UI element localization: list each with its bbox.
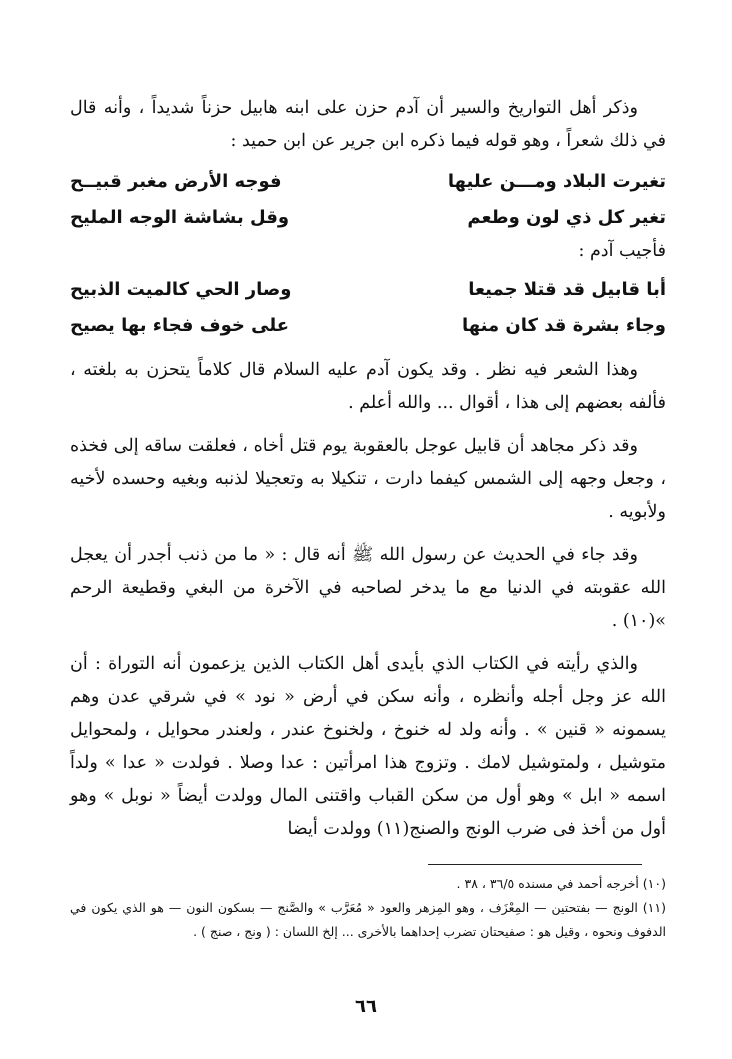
verse-second-hemistich: على خوف فجاء بها يصيح — [70, 315, 290, 336]
poem-verse — [70, 308, 666, 344]
paragraph-mujahid: وقد ذكر مجاهد أن قابيل عوجل بالعقوبة يوم قتل أخاه ، فعلقت ساقه إلى فخذه ، وجعل وجهه إلى الشمس كيفما دارت ، تنكيلا به وتعجيلا لذنبه وبغيه وحسده لأخيه ولأبويه . — [70, 436, 666, 522]
footnote-11: (١١) الونج — بفتحتين — المِعْزَف ، وهو المِزهر والعود « مُعَرَّب » والصَّنج — بسكون النون — هو الذي يكون في الدفوف ونحوه ، وقيل هو : صفيحتان تضرب إحداهما بالأخرى ... إلخ اللسان : ( ونج ، صنج ) . — [70, 900, 666, 939]
page-number: ٦٦ — [355, 996, 377, 1017]
reply-intro: فأجيب آدم : — [578, 241, 666, 261]
poem-verse — [70, 164, 666, 200]
poem-verse — [70, 272, 666, 308]
verse-second-hemistich: وصار الحي كالميت الذبيح — [70, 279, 292, 300]
verse-second-hemistich: فوجه الأرض مغبر قبيــح — [70, 171, 282, 192]
spacer — [70, 344, 666, 354]
spacer — [70, 420, 666, 430]
verse-first-hemistich: تغيرت البلاد ومـــن عليها — [447, 171, 666, 192]
poem-adam — [70, 164, 666, 236]
poem-reply — [70, 272, 666, 344]
footnotes — [70, 872, 666, 944]
spacer — [70, 638, 666, 648]
spacer — [70, 529, 666, 539]
verse-first-hemistich: تغير كل ذي لون وطعم — [467, 207, 666, 228]
footnote-divider — [428, 864, 642, 865]
paragraph-torah: والذي رأيته في الكتاب الذي بأيدى أهل الكتاب الذين يزعمون أنه التوراة : أن الله عز وجل أجله وأنظره ، وأنه سكن في أرض « نود » في شرقي عدن وهم يسمونه « قنين » . وأنه ولد له خنوخ ، ولخنوخ عندر ، ولعندر محوايل ، ولمحوايل متوشيل ، ولمتوشيل لامك . وتزوج هذا امرأتين : عدا وصلا . فولدت « عدا » ولداً اسمه « ابل » وهو أول من سكن القباب واقتنى المال وولدت أيضاً « نوبل » وهو أول من أخذ فى ضرب الونج والصنج(١١) وولدت أيضا — [70, 654, 666, 839]
poem-verse — [70, 200, 666, 236]
paragraph-adam-grief: وذكر أهل التواريخ والسير أن آدم حزن على ابنه هابيل حزناً شديداً ، وأنه قال في ذلك شعراً ، وهو قوله فيما ذكره ابن جرير عن ابن حميد : — [70, 98, 666, 151]
page-body — [70, 92, 666, 846]
verse-second-hemistich: وقل بشاشة الوجه المليح — [70, 207, 290, 228]
paragraph-hadith: وقد جاء في الحديث عن رسول الله ﷺ أنه قال : « ما من ذنب أجدر أن يعجل الله عقوبته في الدنيا مع ما يدخر لصاحبه في الآخرة من البغي وقطيعة الرحم »(١٠) . — [70, 545, 666, 631]
verse-first-hemistich: أبا قابيل قد قتلا جميعا — [468, 279, 666, 300]
footnote-10: (١٠) أخرجه أحمد في مسنده ٣٦/٥ ، ٣٨ . — [456, 876, 666, 891]
paragraph-poem-critique: وهذا الشعر فيه نظر . وقد يكون آدم عليه السلام قال كلاماً يتحزن به بلغته ، فألفه بعضهم إلى هذا ، أقوال ... والله أعلم . — [70, 360, 666, 413]
verse-first-hemistich: وجاء بشرة قد كان منها — [462, 315, 666, 336]
